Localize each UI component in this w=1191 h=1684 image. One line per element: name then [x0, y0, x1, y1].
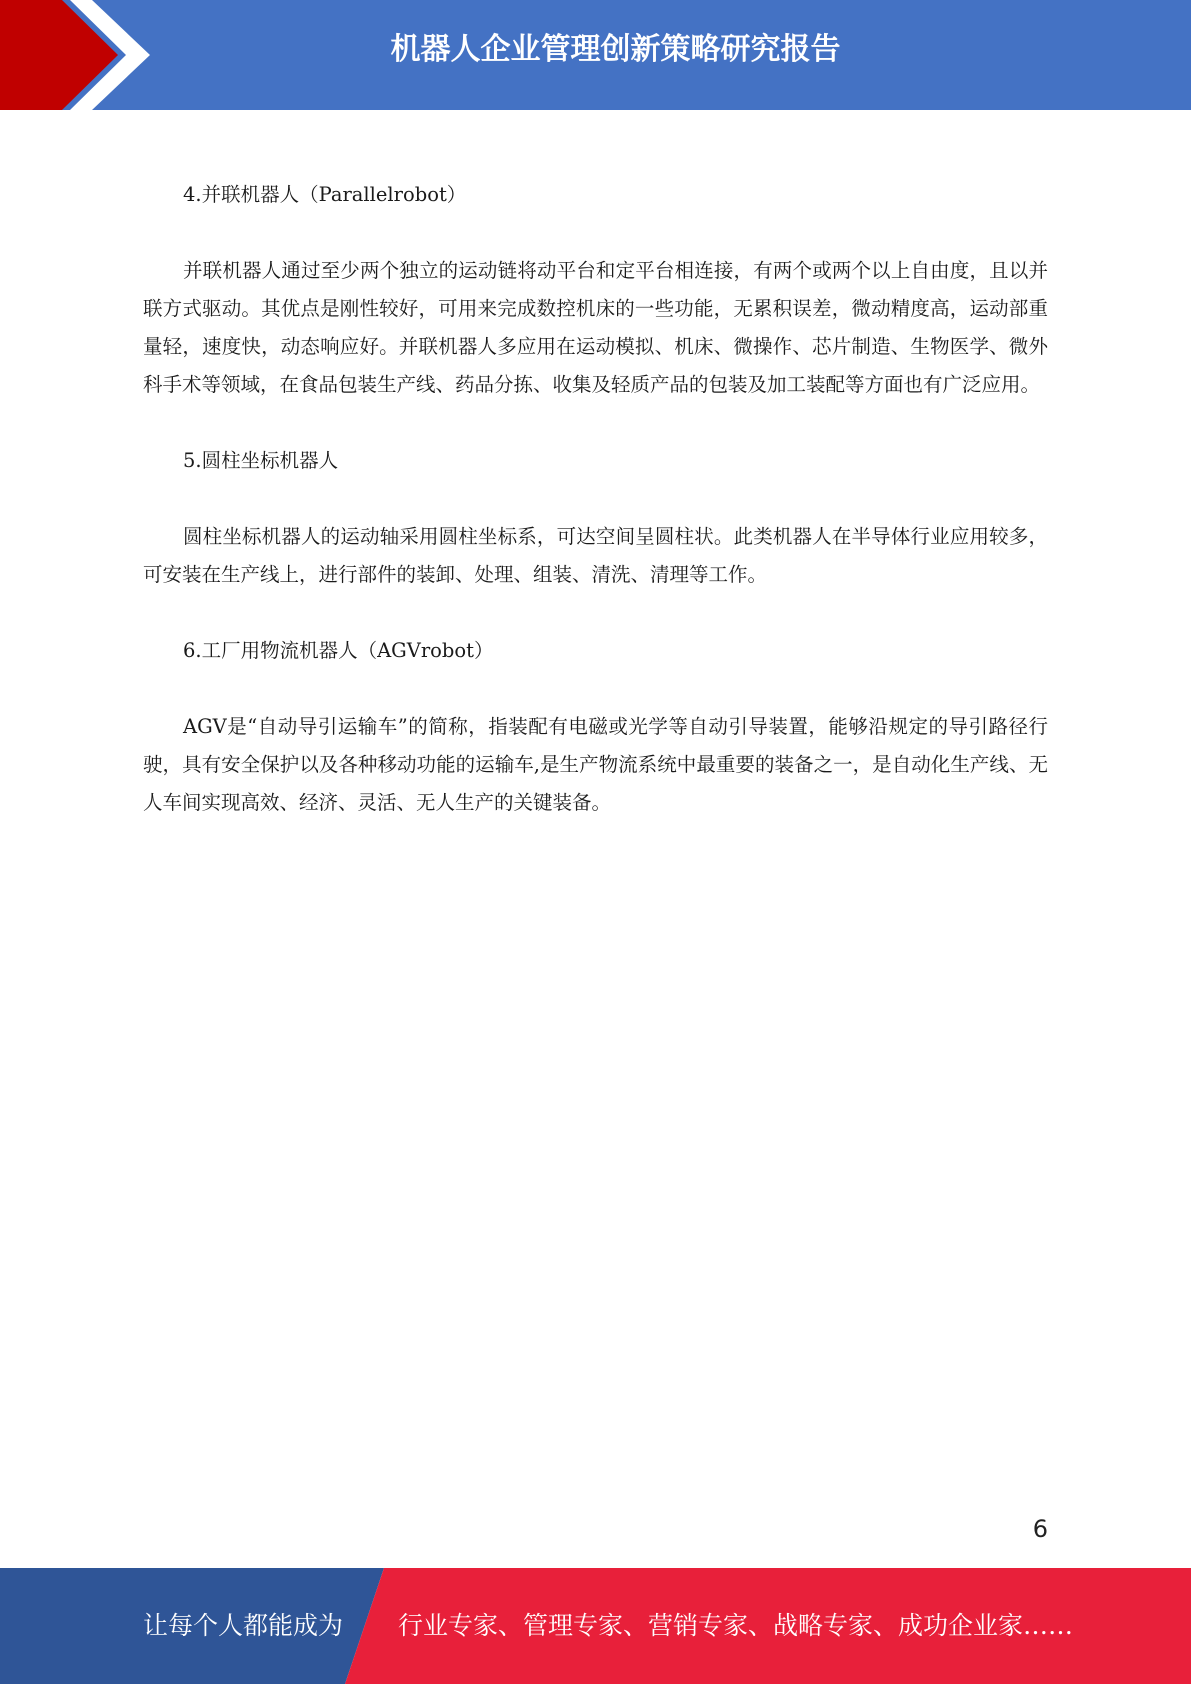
section-heading: 4.并联机器人（Parallelrobot）: [183, 183, 467, 206]
page-footer: [0, 1568, 1191, 1684]
footer-slogan-left: 让每个人都能成为: [143, 1611, 344, 1640]
section-heading: 6.工厂用物流机器人（AGVrobot）: [183, 639, 494, 662]
document-body: [143, 160, 1048, 860]
document-title: 机器人企业管理创新策略研究报告: [390, 32, 841, 67]
section-paragraph: AGV是“自动导引运输车”的简称，指装配有电磁或光学等自动引导装置，能够沿规定的导引路径行驶，具有安全保护以及各种移动功能的运输车,是生产物流系统中最重要的装备之一，是自动化生产线、无人车间实现高效、经济、灵活、无人生产的关键装备。: [143, 715, 1048, 814]
page-number: 6: [1032, 1515, 1048, 1543]
page-header: [0, 0, 1191, 110]
section-heading: 5.圆柱坐标机器人: [183, 449, 339, 472]
section-paragraph: 圆柱坐标机器人的运动轴采用圆柱坐标系，可达空间呈圆柱状。此类机器人在半导体行业应用较多，可安装在生产线上，进行部件的装卸、处理、组装、清洗、清理等工作。: [143, 525, 1048, 586]
section-paragraph: 并联机器人通过至少两个独立的运动链将动平台和定平台相连接，有两个或两个以上自由度，且以并联方式驱动。其优点是刚性较好，可用来完成数控机床的一些功能，无累积误差，微动精度高，运动部重量轻，速度快，动态响应好。并联机器人多应用在运动模拟、机床、微操作、芯片制造、生物医学、微外科手术等领域，在食品包装生产线、药品分拣、收集及轻质产品的包装及加工装配等方面也有广泛应用。: [143, 259, 1048, 396]
footer-slogan-right: 行业专家、管理专家、营销专家、战略专家、成功企业家……: [398, 1611, 1074, 1640]
